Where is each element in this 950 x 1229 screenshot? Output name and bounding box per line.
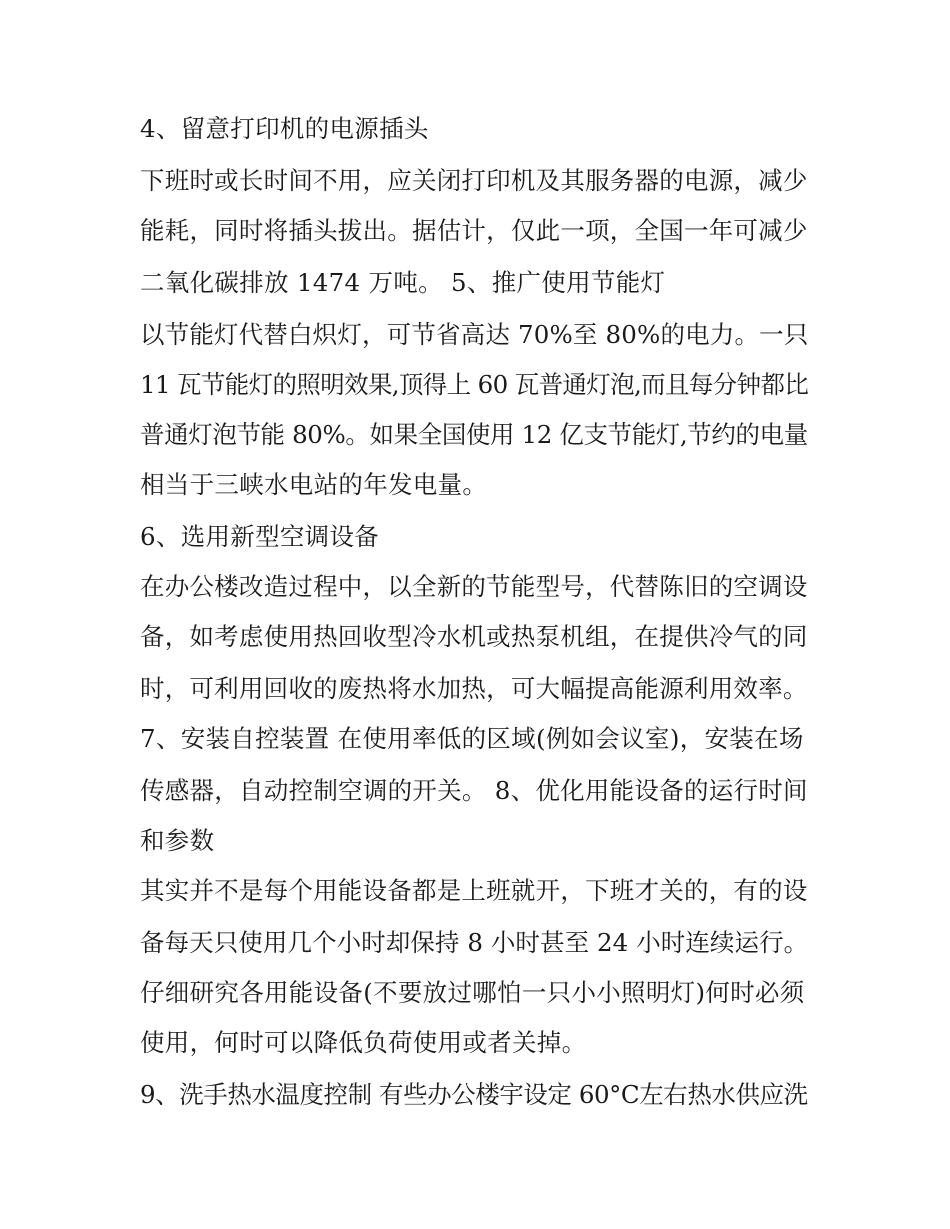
text-line: 能耗，同时将插头拔出。据估计，仅此一项，全国一年可减少 — [140, 216, 808, 245]
text-line: 4、留意打印机的电源插头 — [140, 114, 429, 143]
text-line: 传感器，自动控制空调的开关。 8、优化用能设备的运行时间 — [140, 776, 808, 805]
text-line: 在办公楼改造过程中，以全新的节能型号，代替陈旧的空调设 — [140, 572, 808, 601]
text-line: 下班时或长时间不用，应关闭打印机及其服务器的电源，减少 — [140, 166, 808, 195]
text-line: 备每天只使用几个小时却保持 8 小时甚至 24 小时连续运行。 — [140, 928, 809, 957]
text-line: 二氧化碳排放 1474 万吨。 5、推广使用节能灯 — [140, 268, 666, 297]
text-line: 备，如考虑使用热回收型冷水机或热泵机组，在提供冷气的同 — [140, 622, 808, 651]
text-line: 以节能灯代替白炽灯，可节省高达 70%至 80%的电力。一只 — [140, 320, 809, 349]
text-line: 11 瓦节能灯的照明效果,顶得上 60 瓦普通灯泡,而且每分钟都比 — [140, 370, 809, 399]
text-line: 9、洗手热水温度控制 有些办公楼宇设定 60°C左右热水供应洗 — [140, 1080, 808, 1109]
text-line: 时，可利用回收的废热将水加热，可大幅提高能源利用效率。 — [140, 674, 808, 703]
text-line: 7、安装自控装置 在使用率低的区域(例如会议室)，安装在场 — [140, 724, 804, 753]
text-line: 普通灯泡节能 80%。如果全国使用 12 亿支节能灯,节约的电量 — [140, 420, 808, 449]
text-line: 和参数 — [140, 826, 215, 855]
text-line: 使用，何时可以降低负荷使用或者关掉。 — [140, 1028, 587, 1057]
text-line: 仔细研究各用能设备(不要放过哪怕一只小小照明灯)何时必须 — [140, 978, 805, 1007]
text-line: 其实并不是每个用能设备都是上班就开，下班才关的，有的设 — [140, 876, 808, 905]
text-line: 相当于三峡水电站的年发电量。 — [140, 470, 488, 499]
text-line: 6、选用新型空调设备 — [140, 522, 380, 551]
